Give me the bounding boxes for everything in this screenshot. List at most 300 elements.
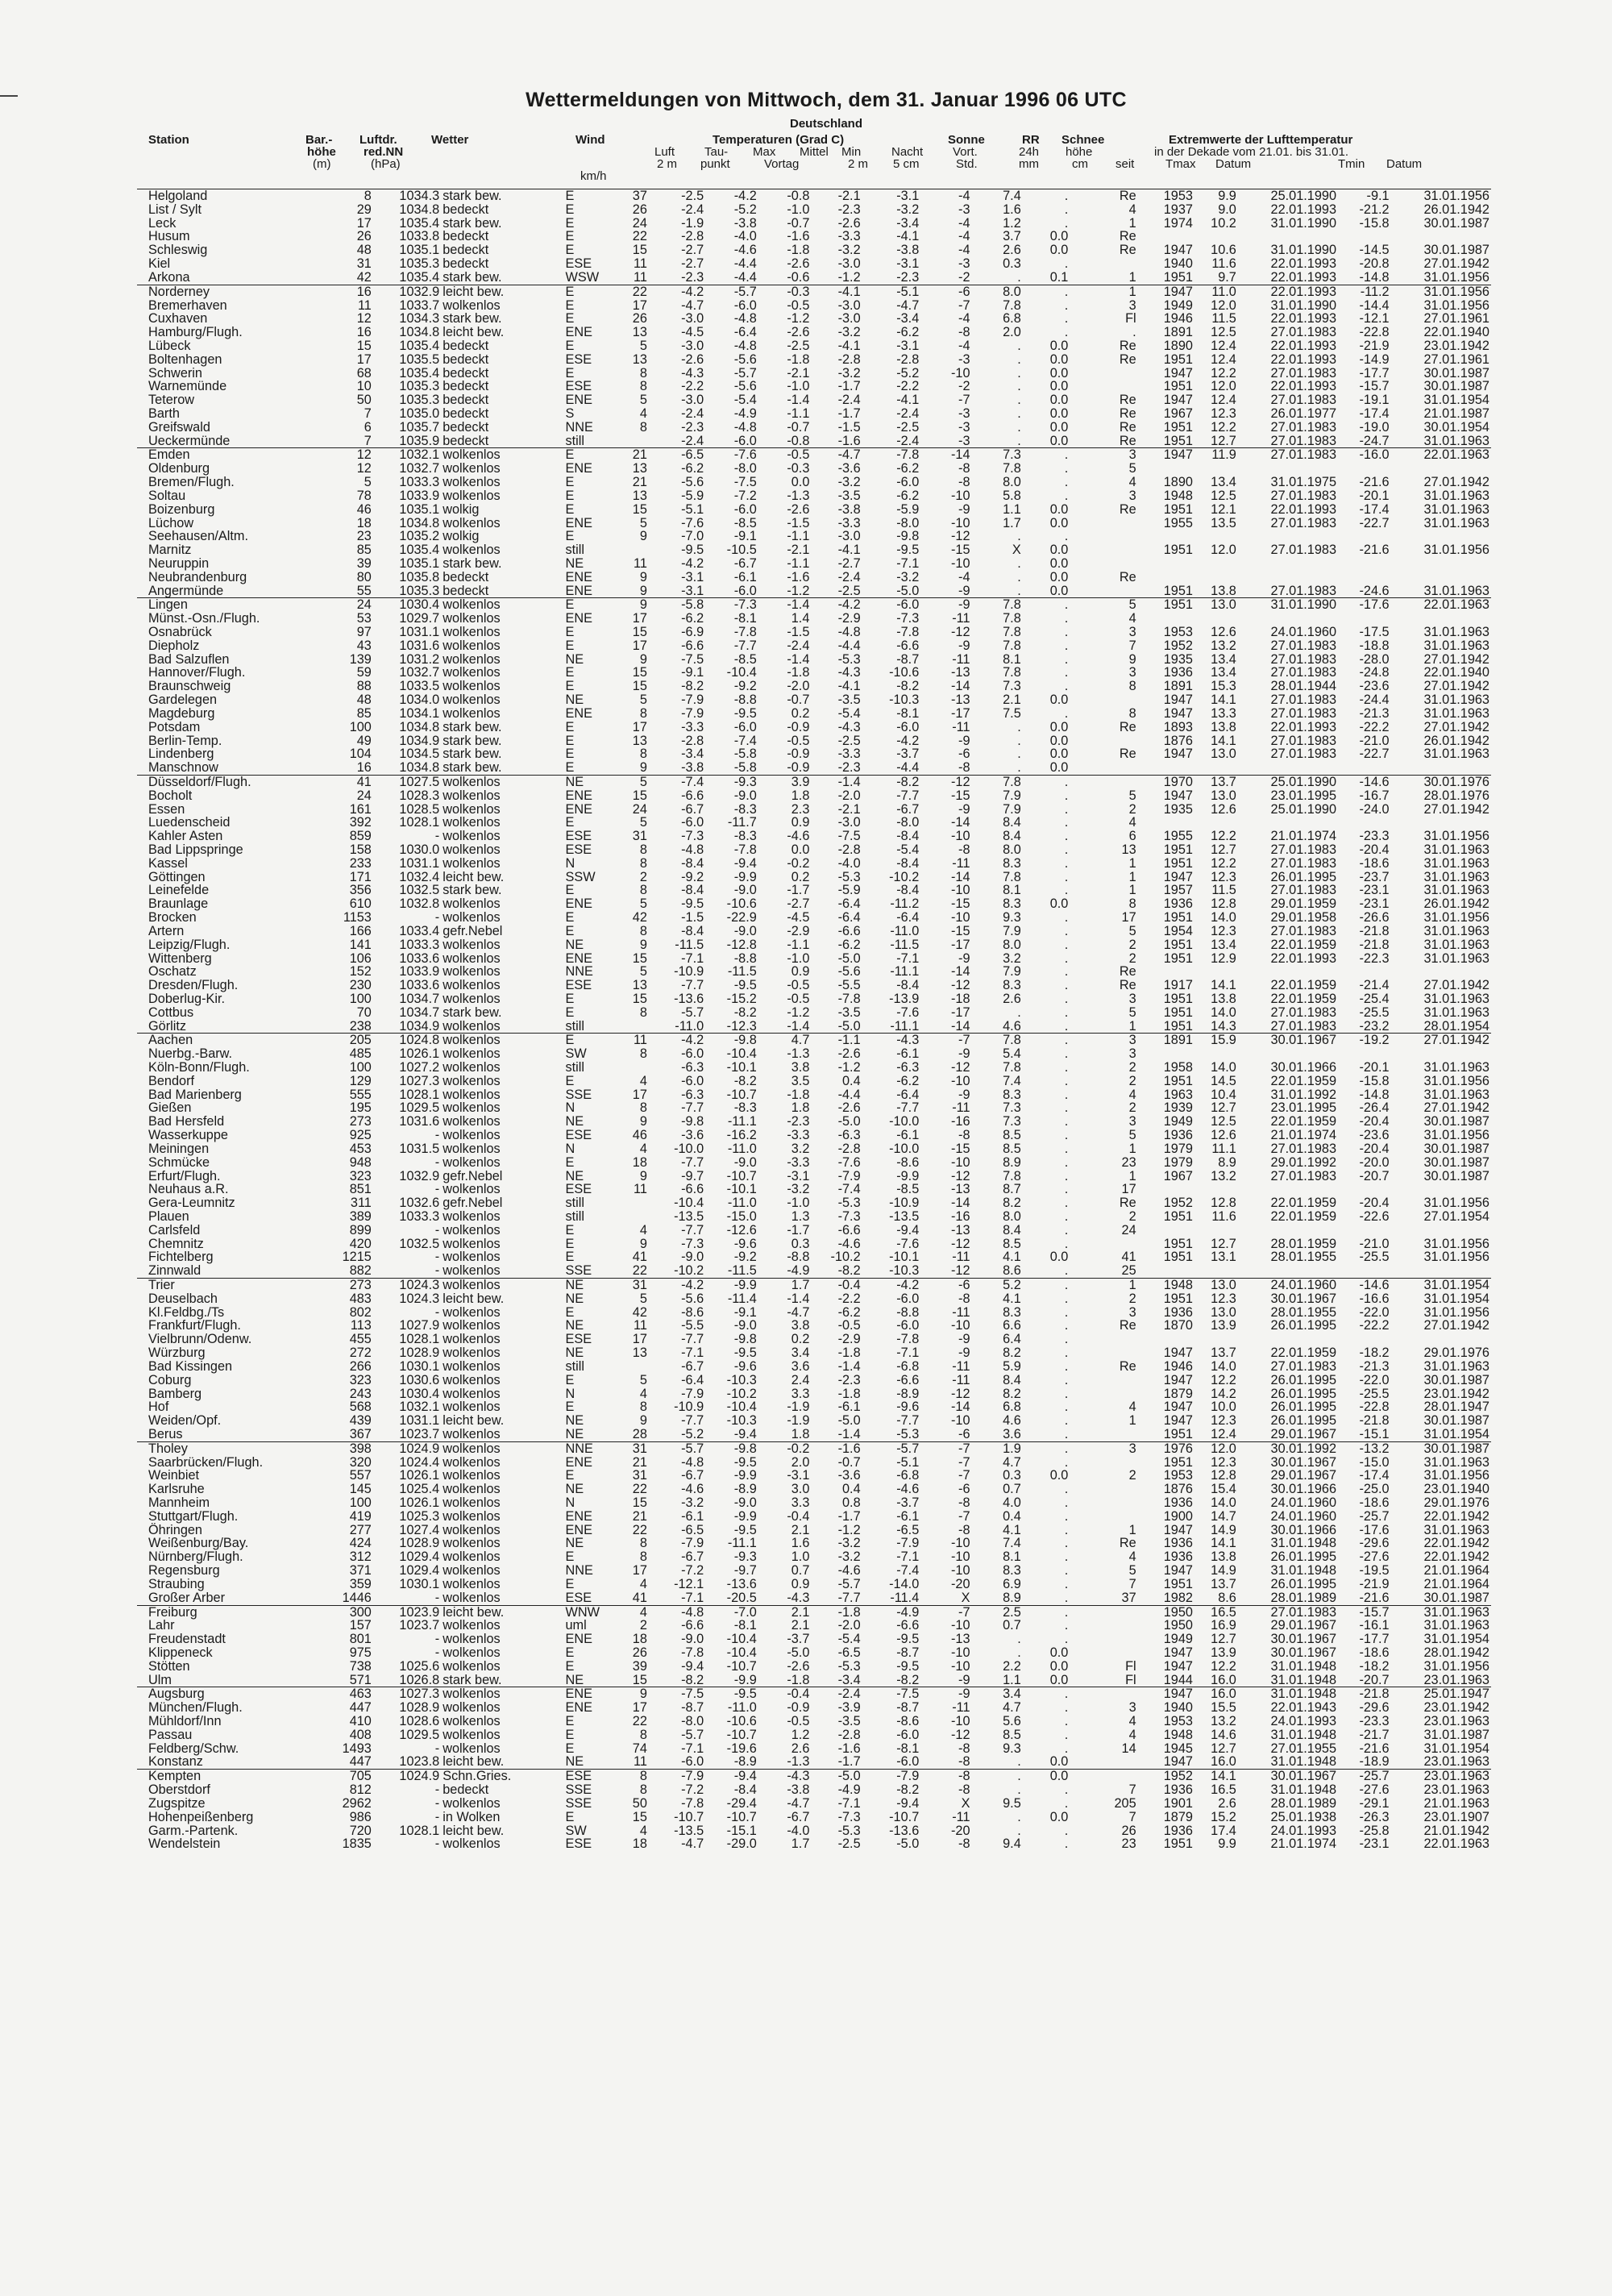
hdr-seit: seit (1116, 157, 1135, 171)
table-cell: 8 (639, 1004, 647, 1020)
table-cell: . (1064, 1482, 1069, 1497)
table-cell: . (1064, 325, 1069, 340)
table-cell (1238, 1264, 1338, 1278)
table-cell: 11.5 (1211, 883, 1236, 898)
table-cell: 27.01.1942 (1423, 256, 1489, 272)
table-cell: -13.5 (674, 1208, 704, 1224)
table-cell: Re (1119, 393, 1136, 408)
table-cell: Diepholz (148, 638, 200, 653)
report-page (137, 89, 1491, 1851)
table-cell: 26 (356, 229, 372, 244)
table-cell: 12.5 (1211, 488, 1236, 503)
table-cell: -15.0 (726, 1208, 757, 1224)
table-cell: 1947 (1163, 788, 1193, 803)
table-cell: 74 (632, 1741, 647, 1756)
table-cell: -9.6 (896, 1400, 920, 1415)
table-cell: -20.4 (1359, 1141, 1390, 1156)
table-cell: 29.01.1976 (1423, 1346, 1489, 1361)
table-cell: E (565, 991, 575, 1006)
table-cell: 8.0 (1003, 1208, 1021, 1224)
table-cell: -3.4 (896, 311, 920, 327)
table-cell: -2.5 (837, 733, 861, 748)
table-cell: -23.6 (1359, 679, 1390, 694)
table-cell: -8.8 (787, 1250, 810, 1265)
table-cell: . (972, 1770, 1023, 1783)
table-cell: 129 (349, 1073, 372, 1088)
table-cell: -3.3 (787, 1154, 810, 1170)
table-cell: 17 (1121, 1182, 1136, 1197)
table-cell: -12 (950, 1727, 970, 1742)
table-cell: -3.8 (837, 501, 861, 517)
table-cell: bedeckt (442, 256, 489, 272)
table-cell: . (1064, 964, 1069, 980)
table-cell: Oldenburg (148, 461, 210, 476)
table-cell: 25.01.1990 (1238, 189, 1338, 203)
table-cell: -4.6 (896, 1482, 920, 1497)
table-cell: wolkenlos (442, 1358, 501, 1374)
table-cell: -10.2 (830, 1250, 861, 1265)
table-cell: 9.3 (1003, 910, 1021, 925)
table-cell: 27.01.1942 (1423, 1318, 1489, 1333)
table-cell: -7.4 (896, 1563, 920, 1578)
table-cell: -21.0 (1359, 733, 1390, 748)
table-cell: -9.9 (733, 869, 757, 884)
table-cell: 16.0 (1194, 1687, 1238, 1701)
table-cell: 31.01.1948 (1238, 1687, 1338, 1701)
table-cell: 273 (321, 1279, 372, 1292)
table-cell: -20.1 (1359, 1060, 1390, 1075)
table-cell: -11.0 (675, 1018, 704, 1034)
table-cell: 13.4 (1211, 475, 1236, 490)
table-cell: E (565, 679, 575, 694)
table-cell: -0.9 (787, 747, 810, 762)
table-row (137, 1374, 1491, 1387)
table-cell: -9.9 (733, 1508, 757, 1524)
hdr-rr3: mm (1019, 157, 1039, 171)
table-row (137, 843, 1491, 857)
table-row (137, 992, 1491, 1006)
table-cell: 0.0 (1049, 243, 1069, 258)
table-cell: 1951 (1163, 501, 1193, 517)
table-cell: Frankfurt/Flugh. (148, 1318, 241, 1333)
table-cell: 1035.1 (399, 243, 440, 258)
table-cell: -19.0 (1359, 419, 1390, 435)
table-cell (1391, 761, 1491, 775)
table-cell: 41 (321, 775, 372, 788)
table-cell: Bad Kissingen (148, 1358, 233, 1374)
table-row (137, 693, 1491, 707)
table-cell: 8.1 (1003, 651, 1021, 667)
table-cell: . (1064, 1358, 1069, 1374)
table-cell: 1027.5 (373, 775, 441, 788)
table-cell: -22.8 (1359, 1400, 1390, 1415)
table-cell (1238, 462, 1338, 476)
table-cell: 4 (639, 1073, 647, 1088)
table-cell: 8 (639, 419, 647, 435)
table-cell: 12.2 (1211, 419, 1236, 435)
table-cell: 139 (349, 651, 372, 667)
table-cell: -10 (950, 1618, 970, 1633)
hdr-max: Max (753, 145, 776, 159)
table-cell: 12.6 (1211, 1128, 1236, 1143)
table-cell: Lahr (148, 1618, 175, 1633)
table-cell: 7.8 (1003, 869, 1021, 884)
table-cell: 8.4 (1003, 829, 1021, 844)
table-cell: 13 (632, 978, 647, 993)
table-cell: 22.01.1942 (1423, 1508, 1489, 1524)
table-cell: -10.6 (726, 1714, 757, 1728)
table-cell: - (434, 1128, 440, 1143)
table-cell: 1953 (1138, 189, 1194, 203)
table-cell: -17.5 (1359, 625, 1390, 639)
table-cell: 1026.1 (399, 1495, 440, 1510)
table-cell: 23.01.1995 (1270, 788, 1337, 803)
table-cell: Manschnow (148, 760, 218, 776)
table-cell: -9 (958, 1046, 970, 1062)
table-cell: 31.01.1956 (1423, 1304, 1489, 1320)
table-cell: -0.5 (787, 991, 810, 1006)
table-cell: 16.0 (1211, 1672, 1236, 1687)
table-cell: 1876 (1163, 1482, 1193, 1497)
table-cell: 5 (615, 775, 649, 788)
table-cell: -0.7 (837, 1454, 861, 1470)
table-cell (1070, 1496, 1137, 1510)
table-cell: 1026.8 (399, 1672, 440, 1687)
table-cell: -1.3 (787, 1754, 810, 1770)
table-cell: -9.7 (733, 1563, 757, 1578)
table-cell: -8.1 (733, 611, 757, 626)
table-cell: -1.4 (787, 1018, 810, 1034)
table-cell (1338, 965, 1391, 979)
table-cell: -2.9 (837, 611, 861, 626)
hdr-sonne3: Std. (956, 157, 978, 171)
table-cell: 11.0 (1194, 285, 1238, 298)
table-cell: 1.8 (791, 1426, 810, 1441)
table-cell: 323 (349, 1372, 372, 1387)
table-row (137, 1537, 1491, 1550)
table-cell: wolkenlos (442, 1632, 501, 1647)
table-cell: -9.0 (733, 1495, 757, 1510)
table-cell: -4.4 (837, 638, 861, 653)
table-cell: Re (1070, 189, 1137, 203)
table-cell: 7 (364, 406, 372, 421)
hdr-wetter: Wetter (431, 133, 469, 147)
table-cell: -11 (952, 1100, 970, 1116)
table-cell: wolkenlos (442, 1304, 501, 1320)
table-cell: E (565, 625, 575, 639)
table-cell: 31.01.1956 (1423, 1236, 1489, 1251)
table-cell: -1.0 (787, 950, 810, 966)
table-cell: 23 (356, 529, 372, 544)
table-cell: -7.9 (681, 1386, 704, 1401)
table-cell: . (1023, 448, 1070, 462)
table-cell: 48 (356, 243, 372, 258)
table-cell (1391, 1183, 1491, 1196)
table-cell: 367 (349, 1426, 372, 1441)
table-cell: 30.01.1987 (1423, 1114, 1489, 1129)
table-cell: 28.01.1955 (1270, 1304, 1337, 1320)
table-cell: -12 (920, 775, 971, 788)
table-cell: -1.4 (787, 651, 810, 667)
table-cell: -21.6 (1359, 543, 1390, 558)
table-cell: 1032.6 (399, 1196, 440, 1211)
table-cell: -10 (950, 1536, 970, 1551)
table-cell: 8 (639, 365, 647, 381)
table-cell: 1947 (1163, 1658, 1193, 1674)
table-cell: -8 (958, 1291, 970, 1306)
table-cell (1238, 557, 1338, 571)
table-cell: -8.2 (862, 775, 921, 788)
table-cell: 1936 (1163, 896, 1193, 912)
table-cell: Hohenpeißenberg (148, 1809, 254, 1824)
table-cell: 13.8 (1211, 719, 1236, 734)
table-cell: 2.6 (1218, 1795, 1236, 1811)
table-cell: -8 (958, 1495, 970, 1510)
table-cell: 1033.7 (399, 297, 440, 313)
table-row (137, 285, 1491, 298)
table-cell: -13.2 (1338, 1441, 1391, 1455)
table-cell: -2.3 (681, 269, 704, 285)
table-cell: -15.7 (1359, 379, 1390, 394)
table-cell: E (565, 1549, 575, 1565)
table-cell: -5.9 (681, 488, 704, 503)
table-cell: E (565, 815, 575, 830)
table-cell: -7.7 (681, 1413, 704, 1429)
table-cell: 1947 (1163, 1522, 1193, 1537)
table-cell: -29.4 (726, 1795, 757, 1811)
table-cell: 11 (634, 269, 647, 285)
table-cell: -8.4 (733, 1782, 757, 1798)
table-cell: -22.3 (1359, 950, 1390, 966)
table-cell: 1946 (1163, 1358, 1193, 1374)
table-cell: 1030.4 (399, 1386, 440, 1401)
table-cell: -3 (958, 256, 970, 272)
table-cell: -20 (950, 1576, 970, 1591)
table-cell: . (1064, 788, 1069, 803)
table-cell: wolkenlos (442, 1795, 501, 1811)
table-cell: 31.01.1956 (1423, 297, 1489, 313)
table-cell: -21.9 (1359, 338, 1390, 353)
table-cell: 1032.9 (399, 1168, 440, 1183)
table-cell: -8.4 (896, 829, 920, 844)
table-cell: 4 (639, 406, 647, 421)
table-cell: 1 (1128, 1141, 1136, 1156)
table-cell (1138, 1333, 1194, 1346)
table-cell: 1032.7 (399, 461, 440, 476)
table-cell: -2.8 (896, 351, 920, 367)
table-cell: -9.8 (705, 1441, 758, 1455)
table-cell: 705 (321, 1770, 372, 1783)
table-cell (615, 1360, 649, 1374)
table-row (137, 1006, 1491, 1020)
table-cell: -5.1 (862, 285, 921, 298)
table-cell (615, 1020, 649, 1034)
table-cell: 5 (639, 896, 647, 912)
table-row (137, 1483, 1491, 1496)
table-cell: -4.8 (649, 1605, 705, 1619)
table-row (137, 1306, 1491, 1320)
table-cell: 0.0 (1049, 896, 1069, 912)
table-cell: 195 (349, 1100, 372, 1116)
table-cell: -15 (950, 896, 970, 912)
table-cell: 1979 (1163, 1154, 1193, 1170)
table-cell: 31.01.1963 (1423, 501, 1489, 517)
table-cell: Stuttgart/Flugh. (148, 1508, 239, 1524)
table-cell: -6.3 (896, 1060, 920, 1075)
table-cell: -4.8 (681, 1454, 704, 1470)
table-cell: gefr.Nebel (442, 1168, 503, 1183)
table-cell: 31.01.1992 (1270, 1087, 1337, 1102)
table-cell: -9.8 (896, 529, 920, 544)
table-cell: 0.0 (1049, 433, 1069, 448)
table-cell: 812 (349, 1782, 372, 1798)
table-cell: 30.01.1987 (1423, 379, 1489, 394)
table-cell: Düsseldorf/Flugh. (137, 775, 321, 788)
table-cell: 1949 (1163, 1114, 1193, 1129)
table-cell: 31.01.1954 (1391, 1279, 1491, 1292)
table-cell: -2.3 (837, 760, 861, 776)
table-cell: 1948 (1163, 1727, 1193, 1742)
table-cell: 0.2 (791, 869, 810, 884)
table-cell: 1950 (1163, 1618, 1193, 1633)
table-cell: wolkenlos (442, 1087, 501, 1102)
table-cell: 555 (349, 1087, 372, 1102)
table-cell: 1025.6 (399, 1658, 440, 1674)
table-cell: 22.01.1993 (1270, 379, 1337, 394)
table-cell: -7.8 (681, 1795, 704, 1811)
table-cell: Barth (148, 406, 180, 421)
table-cell: 2 (1128, 1100, 1136, 1116)
table-cell: 18 (632, 1632, 647, 1647)
table-cell: 31.01.1948 (1270, 1727, 1337, 1742)
table-cell: 1030.1 (399, 1576, 440, 1591)
table-cell: 88 (356, 679, 372, 694)
table-cell: Freiburg (137, 1605, 321, 1619)
hdr-luft: Luftdr. (359, 133, 397, 147)
table-cell: 30.01.1992 (1238, 1441, 1338, 1455)
table-cell: -2.6 (787, 501, 810, 517)
table-cell: -28.0 (1359, 651, 1390, 667)
table-cell: 6 (364, 419, 372, 435)
table-cell: -8 (958, 475, 970, 490)
table-cell (1338, 230, 1391, 243)
table-cell: 26.01.1942 (1423, 896, 1489, 912)
table-cell: -0.2 (758, 1441, 812, 1455)
table-cell: 22 (632, 1714, 647, 1728)
table-cell: E (565, 501, 575, 517)
table-cell: 4 (1128, 1087, 1136, 1102)
table-cell (1070, 380, 1137, 393)
table-cell: -6.0 (896, 1291, 920, 1306)
table-cell: WNW (564, 1605, 615, 1619)
table-cell: 3.5 (791, 1073, 810, 1088)
table-cell: 31.01.1963 (1423, 705, 1489, 721)
table-cell: -6.5 (649, 448, 705, 462)
table-cell: -7.7 (896, 788, 920, 803)
table-cell: 11.5 (1211, 311, 1236, 327)
table-cell: -5.2 (681, 1426, 704, 1441)
table-cell: -4.3 (787, 1590, 810, 1605)
table-cell (1194, 557, 1238, 571)
table-cell: 22.01.1963 (1391, 448, 1491, 462)
table-cell: -4.1 (896, 393, 920, 408)
table-cell (1070, 517, 1137, 530)
hdr-min2: 2 m (848, 157, 869, 171)
table-cell: 27.01.1983 (1270, 1141, 1337, 1156)
table-cell: -6 (920, 1279, 971, 1292)
table-cell: 11.1 (1211, 1141, 1236, 1156)
table-cell: -10 (950, 488, 970, 503)
table-cell (1138, 1224, 1194, 1237)
table-cell: -4.7 (787, 1304, 810, 1320)
table-cell: NE (565, 1168, 584, 1183)
table-row (137, 761, 1491, 775)
table-cell: 13.3 (1211, 705, 1236, 721)
table-cell: -9.5 (733, 705, 757, 721)
table-cell: -8.1 (733, 1618, 757, 1633)
table-cell: 42 (356, 269, 372, 285)
table-cell: -2.4 (837, 393, 861, 408)
table-cell: . (1023, 1605, 1070, 1619)
table-cell: -25.8 (1359, 1823, 1390, 1838)
table-cell: 568 (349, 1400, 372, 1415)
table-cell: Potsdam (148, 719, 201, 734)
table-row (137, 1224, 1491, 1237)
table-cell: -20.4 (1359, 1114, 1390, 1129)
table-row (137, 965, 1491, 979)
table-cell: 453 (349, 1141, 372, 1156)
table-cell: 6.8 (1003, 1400, 1021, 1415)
table-cell: -6.6 (896, 1618, 920, 1633)
table-row (137, 1346, 1491, 1360)
table-cell: Re (1119, 338, 1136, 353)
table-cell: 46 (356, 501, 372, 517)
table-cell: 1947 (1163, 1400, 1193, 1415)
table-cell: -3.2 (787, 1182, 810, 1197)
table-cell: 2 (1128, 801, 1136, 817)
table-cell: Re (1119, 419, 1136, 435)
table-cell: 1032.7 (399, 665, 440, 680)
table-cell: -3.0 (681, 393, 704, 408)
table-cell: -2.0 (787, 679, 810, 694)
table-cell: 31.01.1963 (1423, 693, 1489, 708)
table-cell: -5.7 (649, 1441, 705, 1455)
table-cell: -14 (950, 964, 970, 980)
table-cell: E (565, 1727, 575, 1742)
table-cell: -19.2 (1338, 1034, 1391, 1047)
table-cell (1070, 1237, 1137, 1251)
table-cell: -5.2 (733, 202, 757, 217)
table-cell: 1027.3 (373, 1687, 441, 1701)
table-cell: -2.6 (787, 325, 810, 340)
table-cell: -4.6 (787, 829, 810, 844)
table-cell: 3.2 (791, 1141, 810, 1156)
hdr-schnee2: höhe (1066, 145, 1093, 159)
table-cell: 12 (356, 461, 372, 476)
table-cell: 14.7 (1211, 1508, 1236, 1524)
table-cell: . (1023, 598, 1070, 612)
table-cell: 22.01.1959 (1270, 1114, 1337, 1129)
table-cell: wolkenlos (442, 855, 501, 871)
table-cell: 8.3 (1003, 978, 1021, 993)
table-cell: -21.2 (1359, 202, 1390, 217)
table-cell: -11.5 (675, 937, 704, 952)
table-cell: 27.01.1983 (1238, 448, 1338, 462)
table-cell: stark bew. (441, 189, 563, 203)
table-cell: -1.3 (787, 1046, 810, 1062)
table-cell: -9.5 (733, 978, 757, 993)
table-cell: wolkenlos (442, 1590, 501, 1605)
